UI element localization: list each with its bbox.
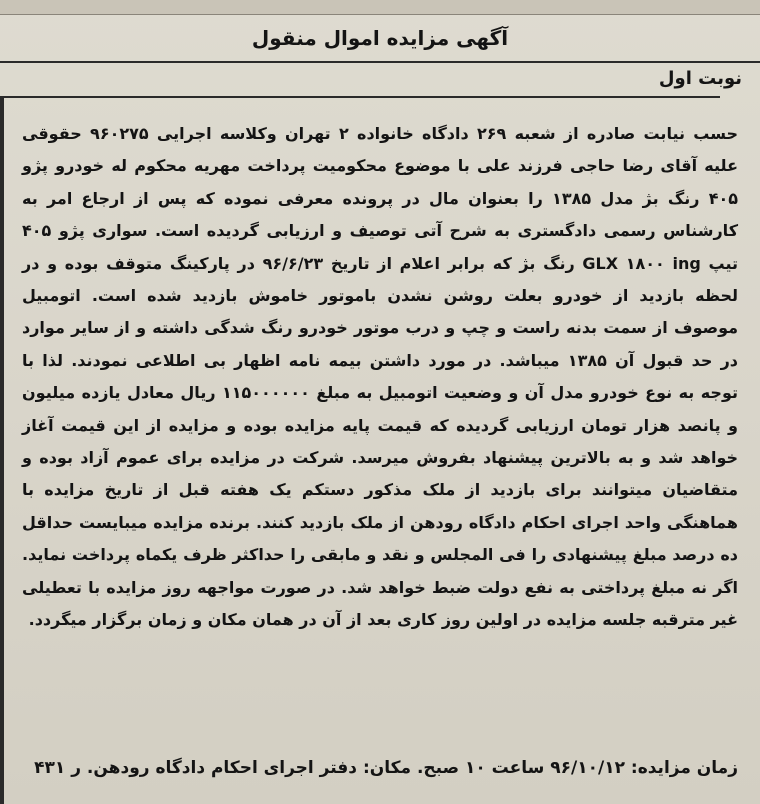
- notice-round: نوبت اول: [658, 68, 742, 89]
- previous-column-strip: [0, 0, 760, 15]
- section-divider: [0, 96, 720, 98]
- column-border: [0, 96, 4, 804]
- notice-headline: آگهی مزایده اموال منقول: [251, 26, 509, 50]
- notice-body: [22, 118, 738, 637]
- auction-time-place: زمان مزایده: ۹۶/۱۰/۱۲ ساعت ۱۰ صبح. مکان: دفتر اجرای احکام دادگاه رودهن. ر ۴۳۱: [34, 758, 738, 778]
- headline-rule: [0, 61, 760, 63]
- notice-body-paragraph: حسب نیابت صادره از شعبه ۲۶۹ دادگاه خانواده ۲ تهران وکلاسه اجرایی ۹۶۰۲۷۵ حقوقی علیه آقای رضا حاجی فرزند علی با موضوع محکومیت پرداخت مهریه محکوم له خودرو پژو ۴۰۵ رنگ بژ مدل ۱۳۸۵ را بعنوان مال در پرونده معرفی نموده که پس از ارجاع امر به کارشناس رسمی دادگستری به شرح آتی توصیف و ارزیابی گردیده است. سواری پژو ۴۰۵ تیپ GLX ۱۸۰۰ ing رنگ بژ که برابر اعلام از تاریخ ۹۶/۶/۲۳ در پارکینگ متوقف بوده و در لحظه بازدید از خودرو بعلت روشن نشدن باموتور خاموش بازدید شده است. اتومبیل موصوف از سمت بدنه راست و چپ و درب موتور خودرو رنگ شدگی داشته و از سایر موارد در حد قبول آن ۱۳۸۵ میباشد. در مورد داشتن بیمه نامه اظهار بی اطلاعی نمودند. لذا با توجه به نوع خودرو مدل آن و وضعیت اتومبیل به مبلغ ۱۱۵۰۰۰۰۰۰ ریال معادل یازده میلیون و پانصد هزار تومان ارزیابی گردیده که قیمت پایه مزایده بوده و مزایده از این قیمت آغاز خواهد شد و به بالاترین پیشنهاد بفروش میرسد. شرکت در مزایده برای عموم آزاد بوده و متقاضیان میتوانند برای بازدید از ملک مذکور دستکم یک هفته قبل از تاریخ مزایده با هماهنگی واحد اجرای احکام دادگاه رودهن از ملک بازدید کنند. برنده مزایده میبایست حداقل ده درصد مبلغ پیشنهادی را فی المجلس و نقد و مابقی را حداکثر ظرف یکماه پرداخت نماید. اگر نه مبلغ پرداختی به نفع دولت ضبط خواهد شد. در صورت مواجهه روز مزایده با تعطیلی غیر مترقبه جلسه مزایده در اولین روز کاری بعد از آن در همان مکان و زمان برگزار میگردد.: [22, 124, 739, 630]
